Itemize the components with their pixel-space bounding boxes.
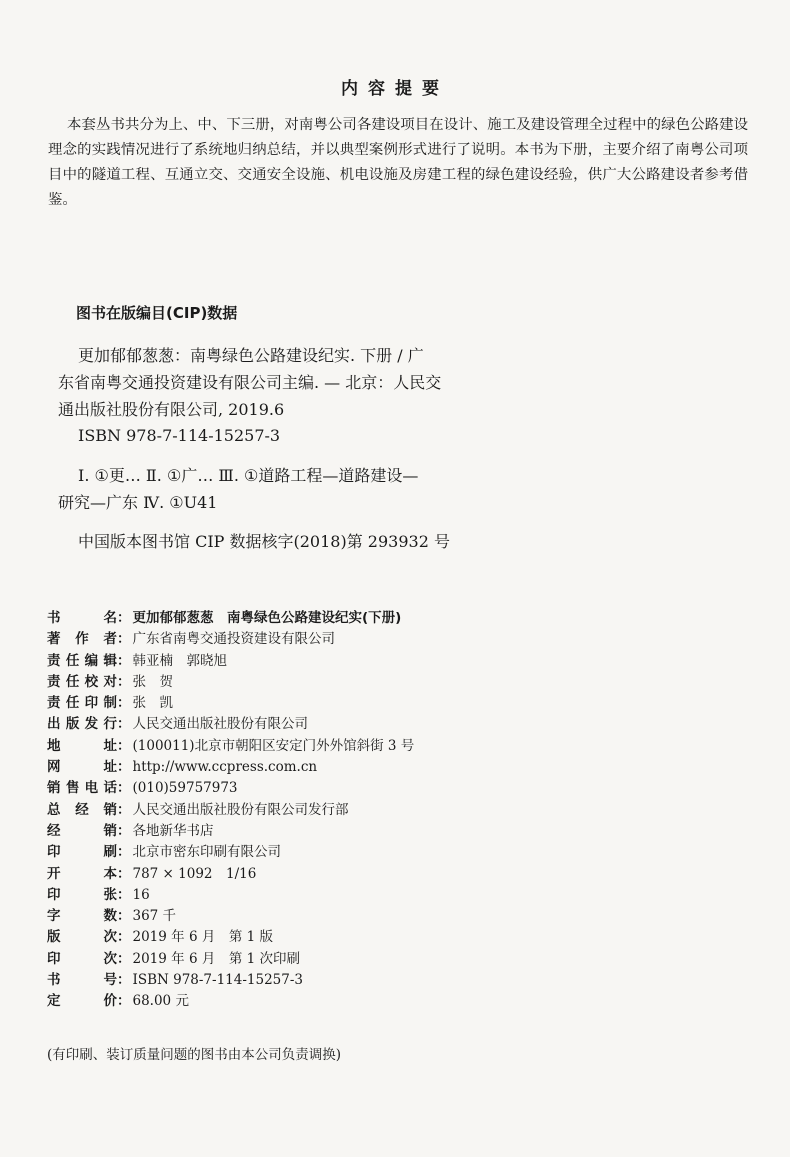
detail-value: 张 贺 bbox=[132, 673, 173, 690]
detail-value: http://www.ccpress.com.cn bbox=[132, 759, 318, 776]
detail-label-char: 任 bbox=[65, 673, 80, 690]
detail-label bbox=[47, 968, 117, 988]
detail-row bbox=[47, 755, 747, 776]
detail-value: 北京市密东印刷有限公司 bbox=[132, 844, 281, 861]
detail-label-char: 印 bbox=[47, 950, 61, 967]
detail-colon: ： bbox=[117, 801, 131, 818]
detail-colon: ： bbox=[117, 865, 131, 882]
detail-label-char: 发 bbox=[84, 716, 99, 733]
detail-label-char: 经 bbox=[75, 801, 89, 818]
detail-colon: ： bbox=[117, 929, 131, 946]
detail-label-char: 次 bbox=[103, 950, 117, 967]
detail-label bbox=[47, 840, 117, 860]
quality-note: (有印刷、装订质量问题的图书由本公司负责调换) bbox=[47, 1047, 342, 1063]
detail-label bbox=[47, 776, 117, 796]
detail-label-char: 销 bbox=[103, 801, 117, 818]
detail-label bbox=[47, 627, 117, 647]
detail-label-char: 者 bbox=[103, 631, 117, 648]
detail-value: 2019 年 6 月 第 1 次印刷 bbox=[132, 950, 300, 967]
detail-value: 787 × 1092 1/16 bbox=[132, 865, 257, 882]
detail-label bbox=[47, 947, 117, 967]
detail-colon: ： bbox=[117, 780, 131, 797]
detail-colon: ： bbox=[117, 886, 131, 903]
detail-label-char: 对 bbox=[103, 673, 117, 690]
detail-label-char: 址 bbox=[103, 759, 117, 776]
detail-row bbox=[47, 798, 747, 819]
detail-colon: ： bbox=[117, 631, 131, 648]
detail-label-char: 次 bbox=[103, 929, 117, 946]
detail-label bbox=[47, 734, 117, 754]
detail-row bbox=[47, 670, 747, 691]
cip-line: 通出版社股份有限公司, 2019.6 bbox=[58, 400, 285, 419]
detail-colon: ： bbox=[117, 673, 131, 690]
detail-label-char: 刷 bbox=[103, 844, 117, 861]
detail-colon: ： bbox=[117, 950, 131, 967]
detail-label bbox=[47, 606, 117, 626]
detail-colon: ： bbox=[117, 759, 131, 776]
detail-label-char: 书 bbox=[47, 972, 61, 989]
detail-label-char: 址 bbox=[103, 737, 117, 754]
detail-label-char: 电 bbox=[84, 780, 99, 797]
detail-row bbox=[47, 840, 747, 861]
detail-label-char: 编 bbox=[84, 652, 99, 669]
detail-label bbox=[47, 925, 117, 945]
detail-label-char: 经 bbox=[47, 822, 61, 839]
detail-colon: ： bbox=[117, 695, 131, 712]
detail-label-char: 字 bbox=[47, 908, 61, 925]
detail-label-char: 校 bbox=[84, 673, 99, 690]
detail-label-char: 开 bbox=[47, 865, 61, 882]
detail-colon: ： bbox=[117, 844, 131, 861]
detail-value: ISBN 978-7-114-15257-3 bbox=[132, 972, 304, 989]
detail-label bbox=[47, 670, 117, 690]
detail-colon: ： bbox=[117, 972, 131, 989]
detail-label-char: 制 bbox=[103, 695, 117, 712]
detail-colon: ： bbox=[117, 610, 131, 626]
detail-value: (100011)北京市朝阳区安定门外外馆斜街 3 号 bbox=[132, 737, 415, 754]
detail-row bbox=[47, 819, 747, 840]
detail-row bbox=[47, 712, 747, 733]
detail-row bbox=[47, 925, 747, 946]
detail-value: 广东省南粤交通投资建设有限公司 bbox=[132, 631, 335, 648]
detail-label-char: 辑 bbox=[103, 652, 117, 669]
cip-isbn: ISBN 978-7-114-15257-3 bbox=[78, 426, 281, 445]
publication-details bbox=[47, 606, 747, 1011]
detail-label bbox=[47, 989, 117, 1009]
detail-label bbox=[47, 798, 117, 818]
detail-colon: ： bbox=[117, 908, 131, 925]
detail-value: 人民交通出版社股份有限公司 bbox=[132, 716, 308, 733]
detail-label-char: 任 bbox=[65, 652, 80, 669]
detail-row bbox=[47, 947, 747, 968]
detail-label-char: 总 bbox=[47, 801, 61, 818]
detail-label-char: 地 bbox=[47, 737, 61, 754]
detail-row bbox=[47, 734, 747, 755]
detail-label-char: 印 bbox=[84, 695, 99, 712]
detail-value: 2019 年 6 月 第 1 版 bbox=[132, 929, 273, 946]
detail-label-char: 责 bbox=[47, 652, 61, 669]
detail-colon: ： bbox=[117, 652, 131, 669]
detail-row bbox=[47, 968, 747, 989]
detail-colon: ： bbox=[117, 993, 131, 1010]
detail-label-char: 版 bbox=[65, 716, 80, 733]
cip-record bbox=[58, 342, 528, 423]
detail-colon: ： bbox=[117, 822, 131, 839]
summary-title: 内容提要 bbox=[341, 79, 449, 99]
detail-value: 人民交通出版社股份有限公司发行部 bbox=[132, 801, 349, 818]
detail-label-char: 责 bbox=[47, 673, 61, 690]
detail-label-char: 作 bbox=[75, 631, 89, 648]
detail-label-char: 号 bbox=[103, 972, 117, 989]
detail-label-char: 张 bbox=[103, 886, 117, 903]
detail-row bbox=[47, 649, 747, 670]
detail-row bbox=[47, 776, 747, 797]
detail-value: 更加郁郁葱葱 南粤绿色公路建设纪实(下册) bbox=[132, 610, 402, 626]
detail-row bbox=[47, 606, 747, 627]
detail-colon: ： bbox=[117, 716, 131, 733]
detail-label-char: 出 bbox=[47, 716, 61, 733]
detail-label-char: 话 bbox=[103, 780, 117, 797]
detail-value: 68.00 元 bbox=[132, 993, 189, 1010]
detail-label-char: 售 bbox=[65, 780, 80, 797]
detail-label-char: 网 bbox=[47, 759, 61, 776]
detail-label-char: 名 bbox=[103, 610, 117, 626]
detail-label bbox=[47, 649, 117, 669]
detail-row bbox=[47, 862, 747, 883]
cip-line: 更加郁郁葱葱：南粤绿色公路建设纪实. 下册 / 广 bbox=[78, 346, 424, 365]
detail-label-char: 定 bbox=[47, 993, 61, 1010]
cip-class-line: 研究—广东 Ⅳ. ①U41 bbox=[58, 493, 218, 512]
detail-label-char: 任 bbox=[65, 695, 80, 712]
detail-value: (010)59757973 bbox=[132, 780, 238, 797]
detail-label-char: 印 bbox=[47, 844, 61, 861]
detail-label-char: 价 bbox=[103, 993, 117, 1010]
detail-label-char: 销 bbox=[47, 780, 61, 797]
detail-value: 367 千 bbox=[132, 908, 177, 925]
detail-row bbox=[47, 904, 747, 925]
summary-text: 本套丛书共分为上、中、下三册，对南粤公司各建设项目在设计、施工及建设管理全过程中的绿色公路建设理念的实践情况进行了系统地归纳总结，并以典型案例形式进行了说明。本书为下册，主要介绍了南粤公司项目中的隧道工程、互通立交、交通安全设施、机电设施及房建工程的绿色建设经验，供广大公路建设者参考借鉴。 bbox=[48, 117, 748, 208]
cip-data-number: 中国版本图书馆 CIP 数据核字(2018)第 293932 号 bbox=[78, 532, 450, 551]
detail-label bbox=[47, 712, 117, 732]
detail-label bbox=[47, 755, 117, 775]
detail-row bbox=[47, 627, 747, 648]
cip-class-line: Ⅰ. ①更… Ⅱ. ①广… Ⅲ. ①道路工程—道路建设— bbox=[78, 466, 419, 485]
detail-colon: ： bbox=[117, 737, 131, 754]
detail-row bbox=[47, 883, 747, 904]
detail-label bbox=[47, 691, 117, 711]
detail-label bbox=[47, 904, 117, 924]
detail-label-char: 著 bbox=[47, 631, 61, 648]
detail-row bbox=[47, 691, 747, 712]
detail-label-char: 销 bbox=[103, 822, 117, 839]
detail-label bbox=[47, 883, 117, 903]
detail-label-char: 版 bbox=[47, 929, 61, 946]
detail-label-char: 书 bbox=[47, 610, 61, 626]
detail-label-char: 数 bbox=[103, 908, 117, 925]
detail-label bbox=[47, 819, 117, 839]
detail-row bbox=[47, 989, 747, 1010]
detail-value: 16 bbox=[132, 886, 150, 903]
detail-value: 张 凯 bbox=[132, 695, 173, 712]
detail-value: 各地新华书店 bbox=[132, 822, 214, 839]
cip-classification bbox=[58, 462, 528, 516]
cip-line: 东省南粤交通投资建设有限公司主编. — 北京：人民交 bbox=[58, 373, 442, 392]
detail-label bbox=[47, 862, 117, 882]
cip-heading: 图书在版编目(CIP)数据 bbox=[76, 304, 238, 322]
detail-value: 韩亚楠 郭晓旭 bbox=[132, 652, 227, 669]
detail-label-char: 行 bbox=[103, 716, 117, 733]
detail-label-char: 责 bbox=[47, 695, 61, 712]
detail-label-char: 本 bbox=[103, 865, 117, 882]
detail-label-char: 印 bbox=[47, 886, 61, 903]
